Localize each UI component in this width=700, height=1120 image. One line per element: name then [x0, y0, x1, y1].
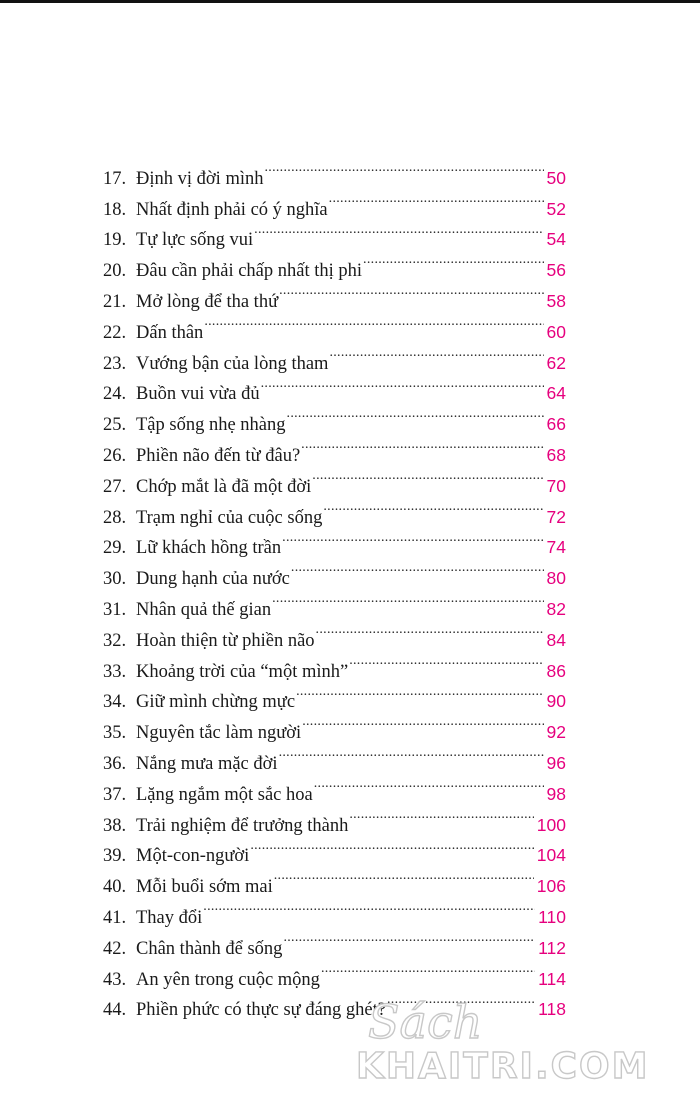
toc-entry-title: Phiền phức có thực sự đáng ghét?: [136, 1000, 386, 1021]
toc-entry-page-number: 84: [546, 629, 566, 650]
toc-entry-page-number: 80: [546, 568, 566, 589]
toc-entry-page-number: 68: [546, 444, 566, 465]
toc-entry-page-number: 98: [546, 783, 566, 804]
toc-entry-page-number: 64: [546, 383, 566, 404]
top-border-rule: [0, 0, 700, 3]
toc-entry-page-number: 58: [546, 290, 566, 311]
toc-dot-leader: [261, 369, 544, 400]
toc-entry-title: Dung hạnh của nước: [136, 569, 290, 590]
toc-entry-number: 33.: [103, 661, 127, 682]
watermark-logo: [356, 988, 686, 1098]
toc-entry-number: 28.: [103, 507, 127, 528]
toc-entry-number: 17.: [103, 168, 127, 189]
toc-dot-leader: [291, 553, 544, 584]
toc-dot-leader: [316, 615, 544, 646]
toc-entry-title: Nhân quả thế gian: [136, 599, 272, 620]
toc-dot-leader: [274, 861, 534, 892]
toc-entry-title: Chân thành để sống: [136, 938, 283, 959]
toc-entry-number: 43.: [103, 969, 127, 990]
toc-entry-page-number: 62: [546, 352, 566, 373]
toc-entry-title: Mở lòng để tha thứ: [136, 291, 279, 312]
toc-entry-title: Trạm nghỉ của cuộc sống: [136, 507, 323, 528]
toc-dot-leader: [349, 646, 543, 677]
toc-dot-leader: [349, 800, 533, 831]
toc-entry-page-number: 74: [546, 537, 566, 558]
toc-entry-title: Nhất định phải có ý nghĩa: [136, 199, 328, 220]
toc-dot-leader: [272, 584, 543, 615]
toc-entry-title: Trải nghiệm để trưởng thành: [136, 815, 349, 836]
toc-entry-title: Mỗi buổi sớm mai: [136, 877, 273, 898]
toc-dot-leader: [302, 707, 543, 738]
toc-entry-number: 22.: [103, 322, 127, 343]
toc-entry-page-number: 100: [536, 814, 566, 835]
toc-dot-leader: [283, 923, 535, 954]
toc-dot-leader: [287, 399, 544, 430]
toc-entry-page-number: 90: [546, 691, 566, 712]
toc-dot-leader: [301, 430, 543, 461]
toc-dot-leader: [282, 523, 543, 554]
toc-entry-page-number: 104: [536, 845, 566, 866]
toc-entry-number: 41.: [103, 907, 127, 928]
toc-entry-page-number: 60: [546, 321, 566, 342]
toc-entry-title: Hoàn thiện từ phiền não: [136, 630, 315, 651]
toc-entry-title: Nắng mưa mặc đời: [136, 753, 278, 774]
toc-entry-number: 40.: [103, 877, 127, 898]
toc-entry-title: An yên trong cuộc mộng: [136, 969, 320, 990]
toc-entry-title: Thay đổi: [136, 907, 203, 928]
toc-entry-page-number: 106: [536, 876, 566, 897]
toc-entry-page-number: 72: [546, 506, 566, 527]
toc-dot-leader: [254, 215, 543, 246]
toc-entry-number: 31.: [103, 599, 127, 620]
table-of-contents: [103, 153, 566, 1021]
toc-entry-number: 20.: [103, 261, 127, 282]
toc-entry-title: Buồn vui vừa đủ: [136, 384, 260, 405]
toc-entry-number: 37.: [103, 784, 127, 805]
toc-entry-number: 34.: [103, 692, 127, 713]
toc-entry-page-number: 50: [546, 167, 566, 188]
toc-entry-title: Tự lực sống vui: [136, 230, 254, 251]
toc-dot-leader: [279, 738, 544, 769]
toc-entry-page-number: 86: [546, 660, 566, 681]
toc-entry-title: Một-con-người: [136, 846, 250, 867]
toc-entry-page-number: 110: [538, 906, 566, 927]
toc-entry-title: Dấn thân: [136, 322, 204, 343]
svg-text:Sách: Sách: [368, 995, 483, 1049]
toc-entry-number: 29.: [103, 538, 127, 559]
toc-entry-number: 18.: [103, 199, 127, 220]
toc-entry: [103, 153, 566, 189]
toc-dot-leader: [321, 954, 535, 985]
toc-entry-page-number: 54: [546, 229, 566, 250]
toc-dot-leader: [264, 153, 543, 184]
toc-entry-page-number: 118: [538, 999, 566, 1020]
toc-entry-number: 21.: [103, 291, 127, 312]
toc-dot-leader: [323, 492, 543, 523]
toc-entry-page-number: 70: [546, 475, 566, 496]
toc-entry-title: Giữ mình chừng mực: [136, 692, 296, 713]
script-logo-icon: [364, 988, 484, 1054]
toc-entry-title: Phiền não đến từ đâu?: [136, 445, 301, 466]
toc-dot-leader: [312, 461, 543, 492]
toc-entry-number: 42.: [103, 938, 127, 959]
toc-entry-title: Lữ khách hồng trần: [136, 538, 282, 559]
toc-dot-leader: [329, 338, 543, 369]
toc-entry-number: 19.: [103, 230, 127, 251]
toc-entry-number: 25.: [103, 415, 127, 436]
toc-entry-title: Chớp mắt là đã một đời: [136, 476, 312, 497]
toc-entry-page-number: 112: [538, 937, 566, 958]
toc-entry-page-number: 82: [546, 598, 566, 619]
toc-entry-title: Tập sống nhẹ nhàng: [136, 415, 286, 436]
toc-entry-page-number: 56: [546, 260, 566, 281]
toc-entry-page-number: 52: [546, 198, 566, 219]
toc-entry-number: 26.: [103, 445, 127, 466]
toc-entry-number: 23.: [103, 353, 127, 374]
toc-entry-page-number: 92: [546, 722, 566, 743]
toc-entry-page-number: 66: [546, 414, 566, 435]
watermark-site-name: KHAITRI.COM: [356, 1046, 650, 1087]
toc-entry-number: 27.: [103, 476, 127, 497]
toc-dot-leader: [314, 769, 544, 800]
toc-entry-title: Định vị đời mình: [136, 168, 264, 189]
toc-dot-leader: [363, 245, 543, 276]
toc-entry-number: 30.: [103, 569, 127, 590]
toc-entry-number: 35.: [103, 723, 127, 744]
toc-entry-title: Lặng ngắm một sắc hoa: [136, 784, 313, 805]
toc-entry-title: Khoảng trời của “một mình”: [136, 661, 349, 682]
toc-entry-number: 32.: [103, 630, 127, 651]
toc-entry-number: 24.: [103, 384, 127, 405]
toc-dot-leader: [204, 307, 543, 338]
toc-entry-title: Đâu cần phải chấp nhất thị phi: [136, 261, 363, 282]
toc-entry-page-number: 96: [546, 752, 566, 773]
toc-entry-number: 36.: [103, 753, 127, 774]
toc-dot-leader: [296, 677, 543, 708]
toc-entry-number: 44.: [103, 1000, 127, 1021]
toc-dot-leader: [279, 276, 543, 307]
toc-entry-title: Vướng bận của lòng tham: [136, 353, 329, 374]
toc-entry-number: 39.: [103, 846, 127, 867]
toc-entry-page-number: 114: [538, 968, 566, 989]
toc-entry-number: 38.: [103, 815, 127, 836]
toc-dot-leader: [250, 831, 533, 862]
toc-dot-leader: [329, 184, 544, 215]
toc-dot-leader: [203, 892, 535, 923]
toc-entry-title: Nguyên tắc làm người: [136, 723, 302, 744]
